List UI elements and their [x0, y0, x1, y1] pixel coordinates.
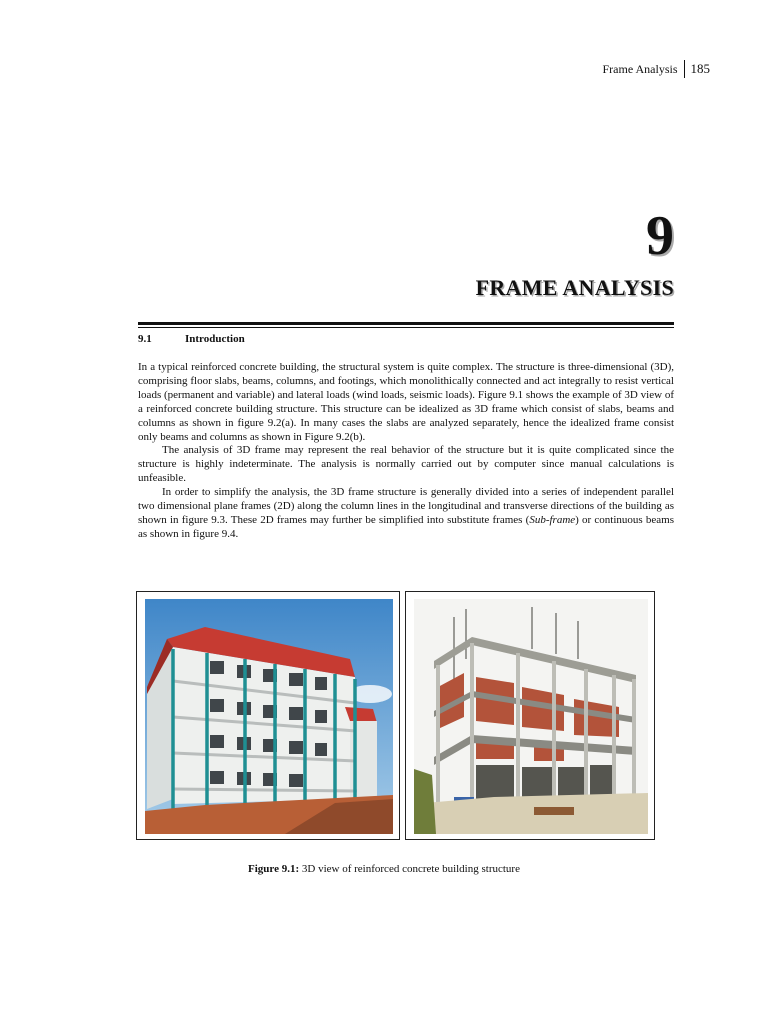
- chapter-number: 9: [646, 205, 674, 267]
- running-head-title: Frame Analysis: [602, 61, 678, 76]
- paragraph-3-text-b: ) or continuous beams as shown in figure 9.4.: [138, 513, 675, 540]
- paragraph-2: The analysis of 3D frame may represent the real behavior of the structure but it is quite complicated since the structure is highly indeterminate. The analysis is normally carried out by computer since manual calculations is unfeasible.: [138, 444, 674, 485]
- chapter-rule-thin: [138, 327, 674, 328]
- paragraph-3: [138, 486, 674, 542]
- running-head-divider: [684, 60, 685, 78]
- section-title: Introduction: [185, 333, 245, 345]
- chapter-rule-thick: [138, 322, 674, 325]
- section-number: 9.1: [138, 333, 152, 345]
- section-heading: [138, 333, 245, 345]
- sub-frame-term: Sub-frame: [529, 513, 576, 526]
- page-number: 185: [690, 61, 710, 76]
- paragraph-1: In a typical reinforced concrete building, the structural system is quite complex. The structure is three-dimensional (3D), comprising floor slabs, beams, columns, and footings, which monolithically connected and act integrally to resist vertical loads (permanent and variable) and lateral loads (wind loads, seismic loads). Figure 9.1 shows the example of 3D view of a reinforced concrete building structure. This structure can be idealized as 3D frame which consist of slabs, beams and columns as shown in figure 9.2(a). In many cases the slabs are analyzed separately, hence the idealized frame consist only beams and columns as shown in Figure 9.2(b).: [138, 361, 674, 443]
- timber-pile: [534, 807, 574, 815]
- ground-floor-openings: [476, 765, 612, 799]
- figure-caption-text: 3D view of reinforced concrete building structure: [301, 863, 520, 875]
- figure-label: Figure 9.1:: [248, 863, 300, 875]
- running-head: [603, 60, 711, 78]
- chapter-title: FRAME ANALYSIS: [475, 275, 674, 300]
- photo-building-under-construction: [405, 591, 655, 840]
- body-text: [138, 361, 674, 542]
- figure-caption: [0, 863, 768, 875]
- finished-building-illustration: [145, 599, 393, 834]
- construction-illustration: [414, 599, 648, 834]
- paragraph-3-text-a: In order to simplify the analysis, the 3D frame structure is generally divided into a series of independent parallel two dimensional plane frames (2D) along the column lines in the longitudinal and transverse directions of the building as shown in figure 9.3. These 2D frames may further be simplified into substitute frames (: [138, 486, 674, 526]
- photo-finished-building: [136, 591, 400, 840]
